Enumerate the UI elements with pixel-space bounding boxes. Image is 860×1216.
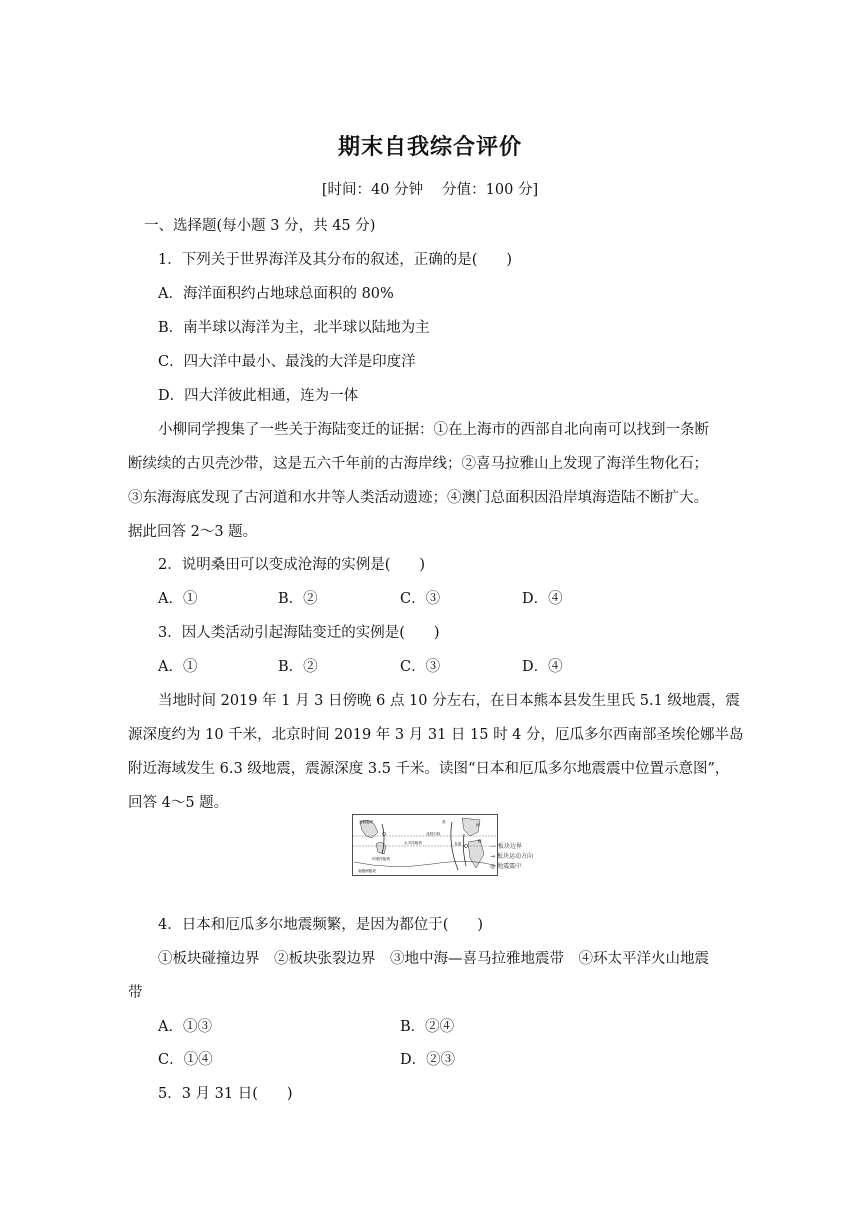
map-legend [490,842,533,872]
q4-option-d: D．②③ [400,1052,456,1068]
q5-stem: 5．3 月 31 日( ) [158,1086,293,1102]
q1-option-c: C．四大洋中最小、最浅的大洋是印度洋 [158,354,416,370]
map-label: 洲 [476,823,480,827]
q4-option-b: B．②④ [400,1019,455,1035]
map-label: 北回归线 [426,832,441,836]
q2-option-b: B．② [278,591,318,607]
page-title: 期末自我综合评价 [337,135,522,160]
q2-option-a: A．① [158,591,198,607]
legend-item-direction: → 板块运动方向 [490,853,533,860]
q4-items-cont: 带 [128,985,143,1001]
map-label: 印度洋板块 [372,857,390,861]
q2-option-c: C．③ [400,591,441,607]
q4-option-c: C．①④ [158,1052,213,1068]
map-label: 太平洋板块 [404,841,422,845]
q3-option-b: B．② [278,659,318,675]
section-heading: 一、选择题(每小题 3 分，共 45 分) [144,218,376,234]
q3-option-d: D．④ [522,659,563,675]
passage1-line: 断续续的古贝壳沙带，这是五六千年前的古海岸线；②喜马拉雅山上发现了海洋生物化石； [128,456,708,472]
map-label: 板 [478,839,482,843]
map-label: 赤道 [454,842,462,846]
q1-stem: 1．下列关于世界海洋及其分布的叙述，正确的是( ) [158,252,513,268]
q1-option-a: A．海洋面积约占地球总面积的 80% [158,286,394,302]
q4-items: ①板块碰撞边界 ②板块张裂边界 ③地中海—喜马拉雅地震带 ④环太平洋火山地震 [158,951,709,967]
exam-meta: [时间：40 分钟 分值：100 分] [321,182,539,198]
passage2-line: 源深度约为 10 千米，北京时间 2019 年 3 月 31 日 15 时 4 分，厄瓜多尔西南部圣埃伦娜半岛 [128,727,744,743]
passage1-line: 据此回答 2～3 题。 [128,524,258,540]
legend-item-boundary: — 板块边界 [490,843,522,850]
map-label: 美 [442,820,446,824]
map-label: 亚欧板块 [359,820,374,824]
q4-option-a: A．①③ [158,1019,212,1035]
q3-stem: 3．因人类活动引起海陆变迁的实例是( ) [158,625,440,641]
q2-option-d: D．④ [522,591,563,607]
legend-item-epicenter: ◎ 地震震中 [490,863,522,870]
map-label: 南极洲板块 [358,869,376,873]
passage2-line: 附近海域发生 6.3 级地震，震源深度 3.5 千米。读图“日本和厄瓜多尔地震震中位置示意图”， [128,761,730,777]
q3-option-c: C．③ [400,659,441,675]
passage2-line: 回答 4～5 题。 [128,795,229,811]
q2-stem: 2．说明桑田可以变成沧海的实例是( ) [158,557,426,573]
earthquake-map-figure [352,814,498,876]
q1-option-b: B．南半球以海洋为主，北半球以陆地为主 [158,320,430,336]
passage2-line: 当地时间 2019 年 1 月 3 日傍晚 6 点 10 分左右，在日本熊本县发生里氏 5.1 级地震，震 [158,693,740,709]
q1-option-d: D．四大洋彼此相通，连为一体 [158,388,359,404]
passage1-line: ③东海海底发现了古河道和水井等人类活动遗迹；④澳门总面积因沿岸填海造陆不断扩大。 [128,490,708,506]
q3-option-a: A．① [158,659,198,675]
q4-stem: 4．日本和厄瓜多尔地震频繁，是因为都位于( ) [158,917,484,933]
passage1-line: 小柳同学搜集了一些关于海陆变迁的证据：①在上海市的西部自北向南可以找到一条断 [158,422,709,438]
